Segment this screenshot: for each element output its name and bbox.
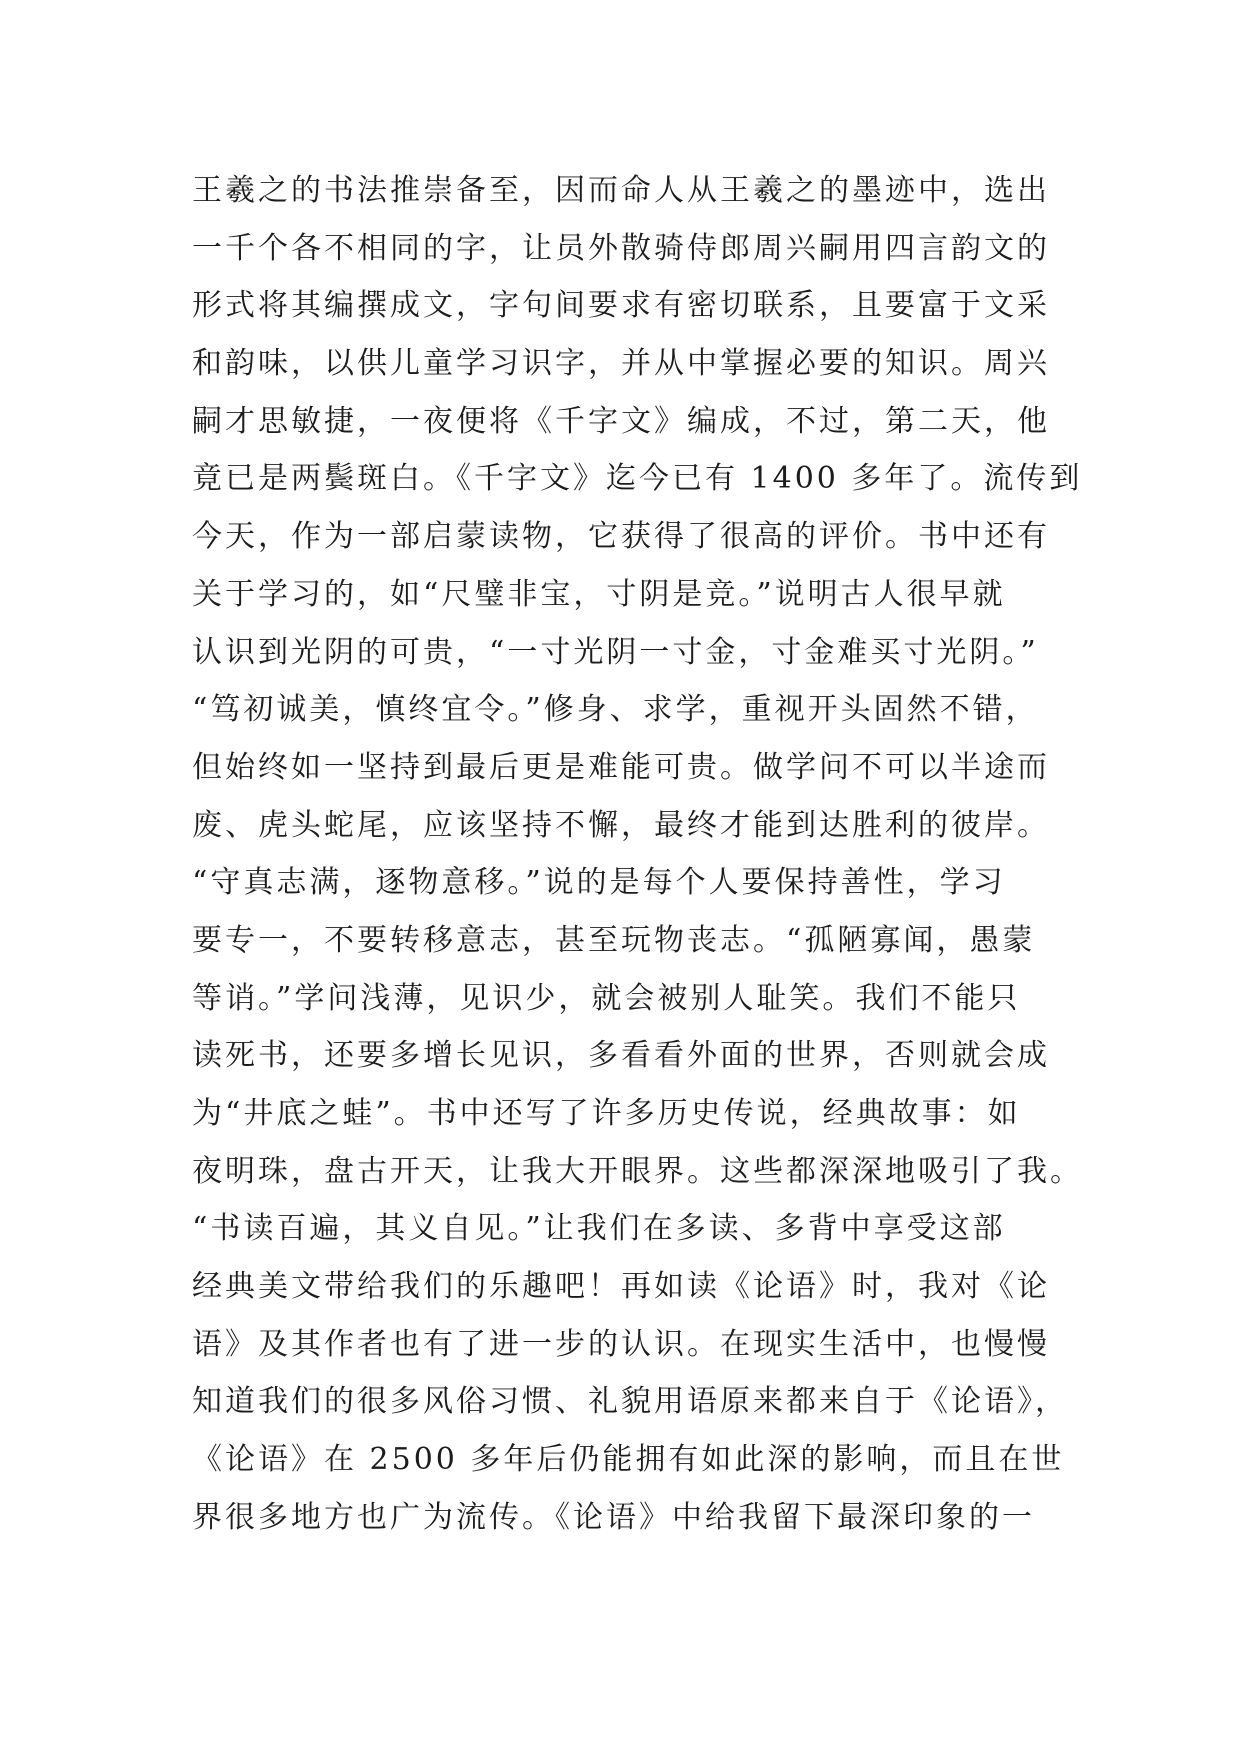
- text-line: 今天，作为一部启蒙读物，它获得了很高的评价。书中还有: [192, 519, 1050, 555]
- text-line: 废、虎头蛇尾，应该坚持不懈，最终才能到达胜利的彼岸。: [192, 807, 1050, 843]
- text-line: 竟已是两鬓斑白。《千字文》迄今已有 1400 多年了。流传到: [192, 461, 1083, 497]
- text-line: 一千个各不相同的字，让员外散骑侍郎周兴嗣用四言韵文的: [192, 230, 1050, 266]
- text-line: 认识到光阴的可贵，“一寸光阴一寸金，寸金难买寸光阴。”: [192, 634, 1039, 670]
- text-line: 界很多地方也广为流传。《论语》中给我留下最深印象的一: [192, 1499, 1035, 1535]
- text-line: 夜明珠，盘古开天，让我大开眼界。这些都深深地吸引了我。: [192, 1153, 1083, 1189]
- text-line: 知道我们的很多风俗习惯、礼貌用语原来都来自于《论语》，: [192, 1384, 1068, 1420]
- text-line: 要专一，不要转移意志，甚至玩物丧志。“孤陋寡闻，愚蒙: [192, 922, 1036, 958]
- text-line: “守真志满，逐物意移。”说的是每个人要保持善性，学习: [192, 865, 1006, 901]
- text-line: 《论语》在 2500 多年后仍能拥有如此深的影响，而且在世: [192, 1442, 1065, 1478]
- text-line: 为“井底之蛙”。书中还写了许多历史传说，经典故事：如: [192, 1096, 1021, 1131]
- text-line: 形式将其编撰成文，字句间要求有密切联系，且要富于文采: [192, 288, 1050, 324]
- text-line: 王羲之的书法推崇备至，因而命人从王羲之的墨迹中，选出: [192, 173, 1050, 208]
- text-line: 语》及其作者也有了进一步的认识。在现实生活中，也慢慢: [192, 1326, 1050, 1362]
- text-line: 嗣才思敏捷，一夜便将《千字文》编成，不过，第二天，他: [192, 403, 1050, 439]
- text-line: 和韵味，以供儿童学习识字，并从中掌握必要的知识。周兴: [192, 346, 1050, 382]
- text-line: “笃初诚美，慎终宜令。”修身、求学，重视开头固然不错，: [192, 692, 1039, 728]
- body-text: [192, 162, 1092, 1547]
- text-line: “书读百遍，其义自见。”让我们在多读、多背中享受这部: [192, 1211, 1006, 1247]
- text-line: 但始终如一坚持到最后更是难能可贵。做学问不可以半途而: [192, 749, 1050, 785]
- text-line: 等诮。”学问浅薄，见识少，就会被别人耻笑。我们不能只: [192, 980, 1021, 1016]
- text-line: 经典美文带给我们的乐趣吧！再如读《论语》时，我对《论: [192, 1269, 1050, 1305]
- text-line: 读死书，还要多增长见识，多看看外面的世界，否则就会成: [192, 1038, 1050, 1074]
- text-line: 关于学习的，如“尺璧非宝，寸阴是竞。”说明古人很早就: [192, 576, 1006, 612]
